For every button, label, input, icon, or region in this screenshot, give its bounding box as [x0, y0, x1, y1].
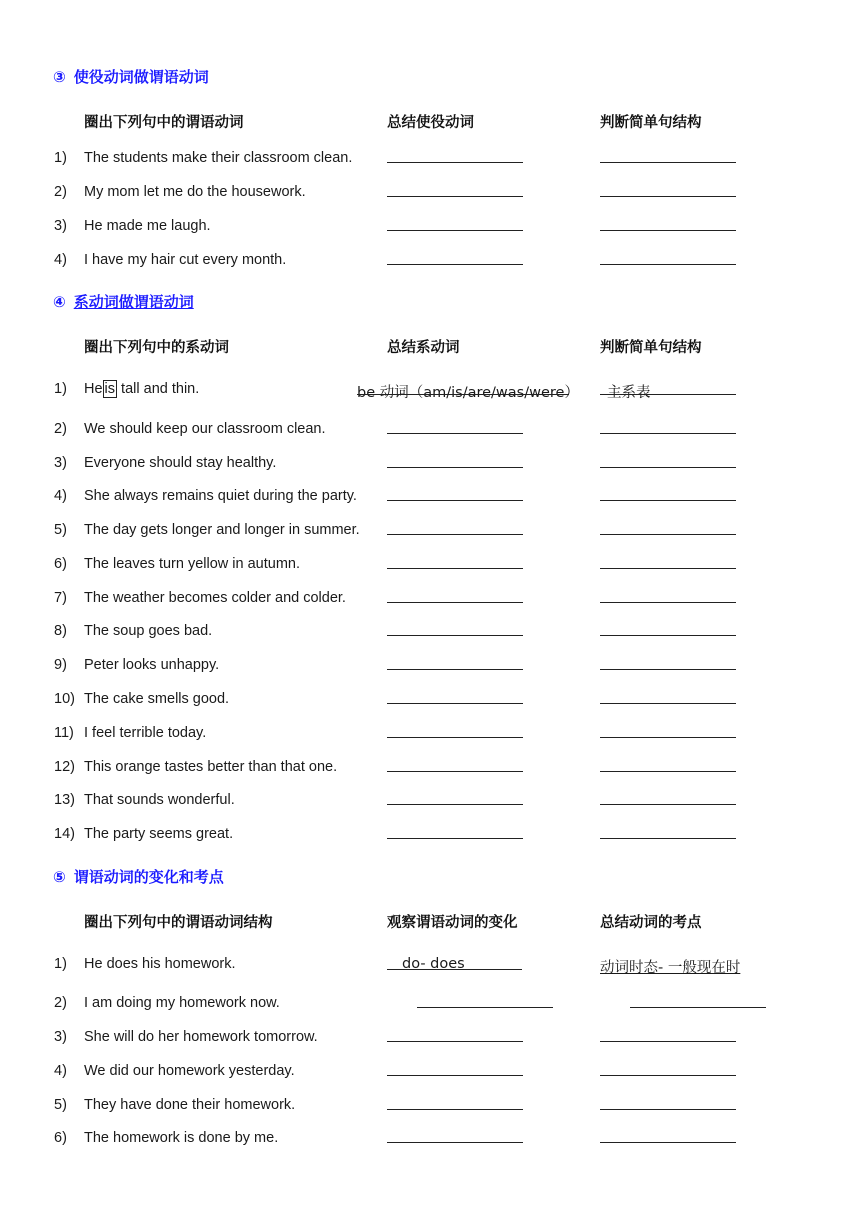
row-number: 14): [54, 826, 75, 842]
section-4-col3-header: 判断简单句结构: [600, 340, 702, 356]
section-4-row: [0, 725, 860, 745]
section-4-row: [0, 792, 860, 812]
section-5-title: [53, 866, 224, 887]
answer-blank[interactable]: [600, 230, 736, 231]
answer-blank[interactable]: [600, 737, 736, 738]
section-5-row: [0, 1097, 860, 1117]
row-number: 4): [54, 252, 67, 268]
row-sentence: We should keep our classroom clean.: [84, 421, 326, 437]
row-sentence: They have done their homework.: [84, 1097, 296, 1113]
answer-blank[interactable]: [387, 162, 523, 163]
section-4-row: [0, 455, 860, 475]
section-4-row: [0, 826, 860, 846]
row-number: 12): [54, 759, 75, 775]
row-number: 3): [54, 455, 67, 471]
row-sentence: That sounds wonderful.: [84, 792, 235, 808]
row-sentence: The weather becomes colder and colder.: [84, 590, 346, 606]
answer-blank[interactable]: [600, 162, 736, 163]
answer-blank[interactable]: [417, 1007, 553, 1008]
section-5-col1-header: 圈出下列句中的谓语动词结构: [84, 915, 273, 931]
section-3-col1-header: 圈出下列句中的谓语动词: [84, 115, 244, 131]
row-sentence: I feel terrible today.: [84, 725, 207, 741]
example-answer-change: do- does: [402, 956, 465, 972]
section-4-row: [0, 522, 860, 542]
row-number: 11): [54, 725, 74, 741]
section-4-row: [0, 691, 860, 711]
row-sentence: He does his homework.: [84, 956, 236, 972]
answer-blank[interactable]: [387, 196, 523, 197]
answer-blank[interactable]: [387, 804, 523, 805]
row-sentence: She will do her homework tomorrow.: [84, 1029, 318, 1045]
row-sentence: I am doing my homework now.: [84, 995, 280, 1011]
answer-blank[interactable]: [387, 737, 523, 738]
answer-blank[interactable]: [387, 433, 523, 434]
row-sentence: I have my hair cut every month.: [84, 252, 287, 268]
row-number: 5): [54, 1097, 67, 1113]
row-number: 1): [54, 150, 67, 166]
row-number: 3): [54, 218, 67, 234]
section-5-col3-header: 总结动词的考点: [600, 915, 702, 931]
section-3-col3-header: 判断简单句结构: [600, 115, 702, 131]
row-number: 1): [54, 956, 67, 972]
row-number: 6): [54, 1130, 67, 1146]
answer-underline: [387, 969, 522, 970]
section-3-number: ③: [53, 68, 66, 86]
row-sentence: Everyone should stay healthy.: [84, 455, 277, 471]
answer-blank[interactable]: [387, 1041, 523, 1042]
section-4-title: [53, 291, 194, 312]
section-4-title-text: 系动词做谓语动词: [73, 293, 194, 311]
section-3-row: [0, 218, 860, 238]
row-sentence: The homework is done by me.: [84, 1130, 279, 1146]
answer-blank[interactable]: [387, 1142, 523, 1143]
answer-blank[interactable]: [600, 602, 736, 603]
section-5-row: [0, 1063, 860, 1083]
section-4-row: [0, 623, 860, 643]
row-sentence: The party seems great.: [84, 826, 234, 842]
section-4-row: [0, 590, 860, 610]
example-answer-structure: 主系表: [607, 385, 651, 401]
answer-blank[interactable]: [387, 264, 523, 265]
row-sentence: Peter looks unhappy.: [84, 657, 220, 673]
row-number: 7): [54, 590, 67, 606]
answer-blank[interactable]: [387, 838, 523, 839]
answer-blank[interactable]: [600, 433, 736, 434]
row-sentence: She always remains quiet during the party.: [84, 488, 357, 504]
answer-underline: [357, 394, 569, 395]
section-4-number: ④: [53, 293, 66, 311]
answer-blank[interactable]: [387, 602, 523, 603]
section-5-row: [0, 1029, 860, 1049]
answer-blank[interactable]: [600, 838, 736, 839]
section-4-row: [0, 421, 860, 441]
row-number: 2): [54, 184, 67, 200]
example-answer-point: 动词时态- 一般现在时: [600, 960, 741, 976]
answer-blank[interactable]: [600, 196, 736, 197]
answer-blank[interactable]: [600, 534, 736, 535]
section-4-row: [0, 759, 860, 779]
row-sentence: He made me laugh.: [84, 218, 211, 234]
row-number: 13): [54, 792, 75, 808]
section-3-col2-header: 总结使役动词: [387, 115, 474, 131]
row-number: 2): [54, 995, 67, 1011]
answer-blank[interactable]: [387, 703, 523, 704]
answer-blank[interactable]: [387, 230, 523, 231]
answer-blank[interactable]: [387, 1109, 523, 1110]
answer-blank[interactable]: [387, 500, 523, 501]
row-sentence: [84, 381, 199, 397]
row-sentence: The soup goes bad.: [84, 623, 213, 639]
answer-blank[interactable]: [600, 1142, 736, 1143]
answer-blank[interactable]: [600, 669, 736, 670]
row-sentence: This orange tastes better than that one.: [84, 759, 338, 775]
answer-blank[interactable]: [600, 635, 736, 636]
section-4-row: [0, 556, 860, 576]
answer-blank[interactable]: [630, 1007, 766, 1008]
row-number: 4): [54, 488, 67, 504]
row-number: 2): [54, 421, 67, 437]
answer-blank[interactable]: [387, 534, 523, 535]
answer-blank[interactable]: [600, 467, 736, 468]
answer-blank[interactable]: [600, 264, 736, 265]
section-4-example-row: [0, 381, 860, 401]
row-sentence: The students make their classroom clean.: [84, 150, 353, 166]
answer-blank[interactable]: [387, 635, 523, 636]
sentence-start: He: [84, 381, 103, 397]
answer-blank[interactable]: [387, 771, 523, 772]
section-5-title-text: 谓语动词的变化和考点: [73, 868, 224, 886]
answer-blank[interactable]: [600, 1041, 736, 1042]
section-3-title-text: 使役动词做谓语动词: [73, 68, 209, 86]
answer-blank[interactable]: [600, 1075, 736, 1076]
answer-blank[interactable]: [600, 568, 736, 569]
section-3-title: [53, 66, 209, 87]
section-5-number: ⑤: [53, 868, 66, 886]
row-number: 4): [54, 1063, 67, 1079]
row-number: 10): [54, 691, 75, 707]
answer-blank[interactable]: [387, 568, 523, 569]
section-5-row: [0, 1130, 860, 1150]
answer-blank[interactable]: [600, 804, 736, 805]
answer-blank[interactable]: [600, 771, 736, 772]
row-number: 3): [54, 1029, 67, 1045]
section-4-row: [0, 488, 860, 508]
section-5-row: [0, 995, 860, 1015]
section-3-row: [0, 252, 860, 272]
row-number: 8): [54, 623, 67, 639]
row-number: 6): [54, 556, 67, 572]
row-sentence: The leaves turn yellow in autumn.: [84, 556, 300, 572]
example-answer-verb: be 动词（am/is/are/was/were）: [357, 385, 579, 401]
section-5-col2-header: 观察谓语动词的变化: [387, 915, 518, 931]
answer-blank[interactable]: [387, 467, 523, 468]
row-number: 1): [54, 381, 67, 397]
section-4-col2-header: 总结系动词: [387, 340, 460, 356]
section-5-example-row: [0, 956, 860, 976]
answer-blank[interactable]: [387, 1075, 523, 1076]
row-sentence: The day gets longer and longer in summer.: [84, 522, 360, 538]
section-4-col1-header: 圈出下列句中的系动词: [84, 340, 229, 356]
row-sentence: The cake smells good.: [84, 691, 230, 707]
section-3-row: [0, 184, 860, 204]
row-sentence: My mom let me do the housework.: [84, 184, 306, 200]
answer-underline: [600, 394, 736, 395]
boxed-verb: is: [104, 381, 116, 397]
row-number: 5): [54, 522, 67, 538]
row-number: 9): [54, 657, 67, 673]
sentence-end: tall and thin.: [117, 381, 200, 397]
row-sentence: We did our homework yesterday.: [84, 1063, 295, 1079]
section-3-row: [0, 150, 860, 170]
answer-blank[interactable]: [600, 1109, 736, 1110]
answer-blank[interactable]: [600, 500, 736, 501]
answer-blank[interactable]: [600, 703, 736, 704]
section-4-row: [0, 657, 860, 677]
answer-blank[interactable]: [387, 669, 523, 670]
